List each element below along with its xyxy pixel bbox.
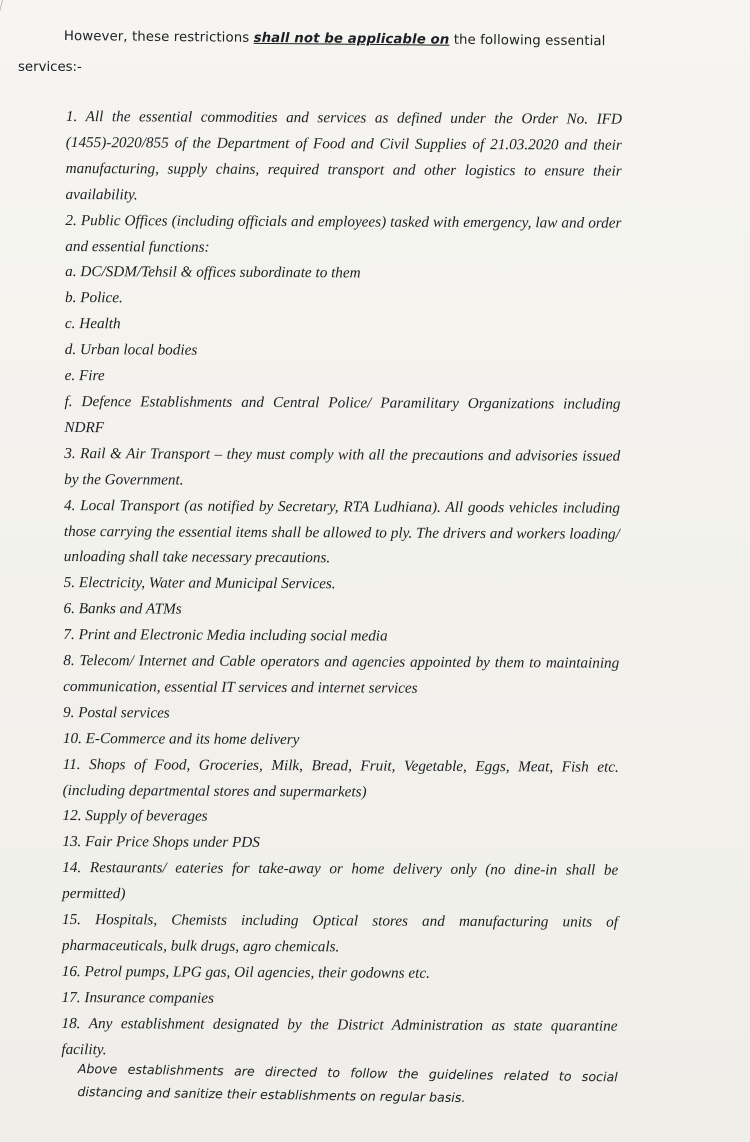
list-item: 17. Insurance companies (61, 988, 214, 1007)
intro-continuation: services:- (18, 60, 82, 75)
intro-text-after: the following essential (449, 32, 606, 50)
footer-line-1: Above establishments are directed to follow the guidelines related to social (77, 1060, 618, 1085)
page-fold-mark (0, 0, 17, 60)
list-item: 16. Petrol pumps, LPG gas, Oil agencies, their godowns etc. (61, 962, 430, 982)
list-item: 10. E-Commerce and its home delivery (62, 729, 300, 748)
list-item: 9. Postal services (62, 703, 170, 722)
list-item: 7. Print and Electronic Media including social media (63, 626, 388, 645)
list-item: 6. Banks and ATMs (63, 600, 182, 618)
list-item: 4. Local Transport (as notified by Secretary, RTA Ludhiana). All goods vehicles including those carrying the essential items shall be allowed to ply. The drivers and workers loading/ unloading shall take necessary precautions. (63, 496, 621, 567)
intro-line (64, 29, 604, 49)
list-item: d. Urban local bodies (64, 341, 198, 359)
list-item: e. Fire (64, 367, 105, 385)
list-item: 14. Restaurants/ eateries for take-away or home delivery only (no dine-in shall be permitted) (62, 859, 619, 903)
intro-emphasis: shall not be applicable on (253, 30, 450, 48)
intro-text-before: However, these restrictions (63, 29, 254, 46)
services-list (61, 104, 622, 1065)
list-item: 18. Any establishment designated by the District Administration as state quarantine facility. (61, 1014, 618, 1058)
list-item: 1. All the essential commodities and services as defined under the Order No. IFD (1455)-2020/855 of the Department of Food and Civil Supplies of 21.03.2020 and their manufacturing, supply chains, required transport and other logistics to ensure their availability. (65, 107, 622, 204)
list-item: b. Police. (65, 289, 123, 307)
list-item: 15. Hospitals, Chemists including Optical stores and manufacturing units of pharmaceuticals, bulk drugs, agro chemicals. (61, 911, 619, 956)
list-item: 13. Fair Price Shops under PDS (62, 833, 260, 852)
list-item: c. Health (64, 315, 121, 333)
list-item: 2. Public Offices (including officials and employees) tasked with emergency, law and order and essential functions: (65, 211, 622, 256)
list-item: 3. Rail & Air Transport – they must comply with all the precautions and advisories issued by the Government. (64, 444, 621, 489)
list-item: 5. Electricity, Water and Municipal Services. (63, 574, 336, 593)
list-item: 11. Shops of Food, Groceries, Milk, Bread, Fruit, Vegetable, Eggs, Meat, Fish etc. (including departmental stores and supermarkets) (62, 755, 619, 801)
footer-line-2: distancing and sanitize their establishments on regular basis. (77, 1083, 466, 1106)
list-item: a. DC/SDM/Tehsil & offices subordinate to them (65, 263, 361, 282)
list-item: f. Defence Establishments and Central Police/ Paramilitary Organizations including NDRF (64, 392, 621, 437)
list-item: 8. Telecom/ Internet and Cable operators and agencies appointed by them to maintaining communication, essential IT services and internet services (63, 652, 620, 697)
list-item: 12. Supply of beverages (62, 807, 208, 826)
footer-note (77, 1057, 618, 1111)
